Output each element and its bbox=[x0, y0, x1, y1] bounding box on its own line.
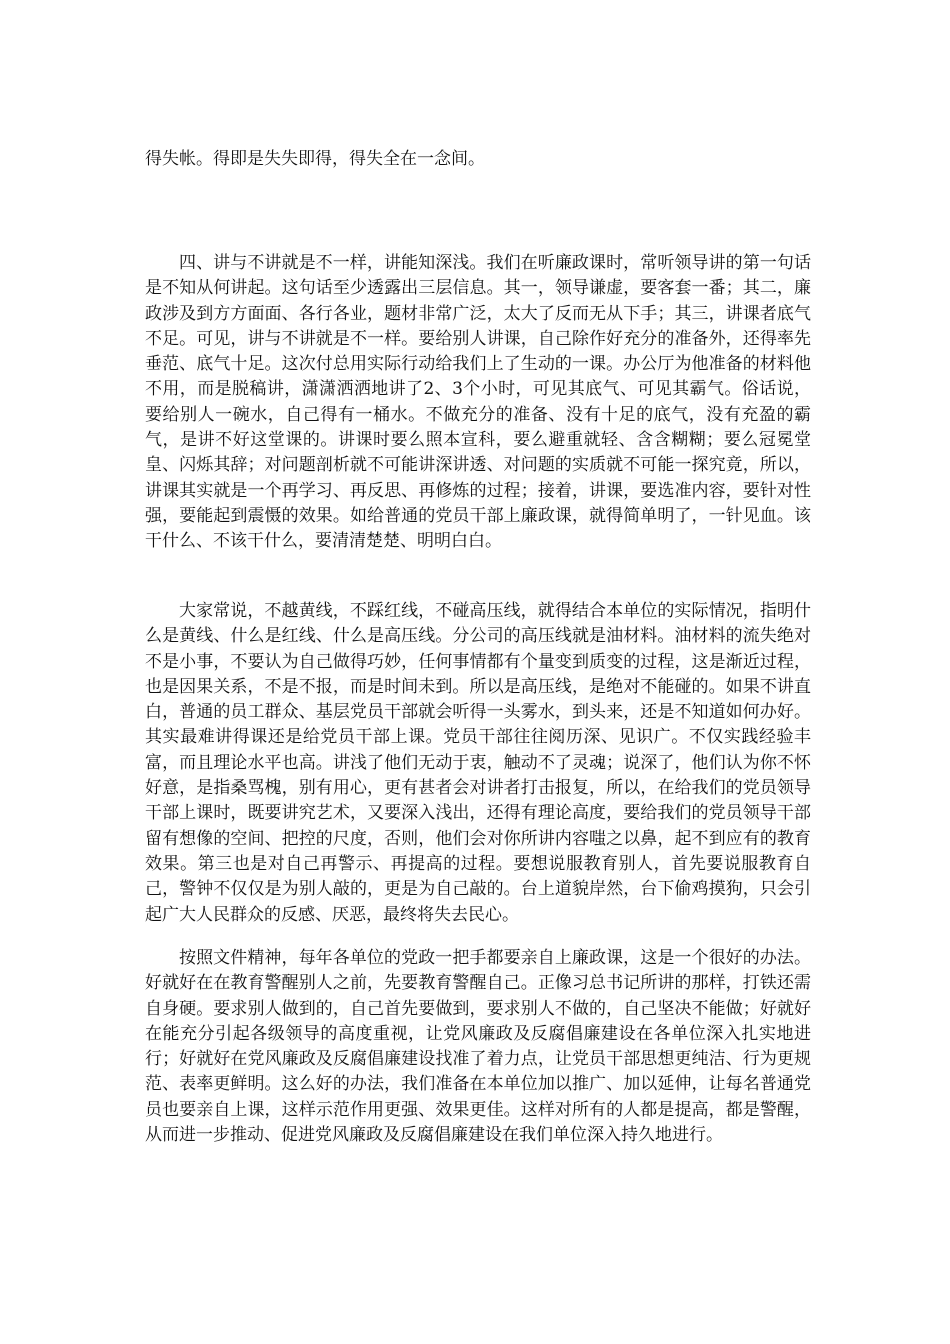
paragraph-section-four: 四、讲与不讲就是不一样，讲能知深浅。我们在听廉政课时，常听领导讲的第一句话是不知从何讲起。这句话至少透露出三层信息。其一，领导谦虚，要客套一番；其二，廉政涉及到方方面面、各行各业，题材非常广泛，太大了反而无从下手；其三，讲课者底气不足。可见，讲与不讲就是不一样。要给别人讲课，自己除作好充分的准备外，还得率先垂范、底气十足。这次付总用实际行动给我们上了生动的一课。办公厅为他准备的材料他不用，而是脱稿讲，潇潇洒洒地讲了2、3个小时，可见其底气、可见其霸气。俗话说，要给别人一碗水，自己得有一桶水。不做充分的准备、没有十足的底气，没有充盈的霸气，是讲不好这堂课的。讲课时要么照本宣科，要么避重就轻、含含糊糊；要么冠冕堂皇、闪烁其辞；对问题剖析就不可能讲深讲透、对问题的实质就不可能一探究竟，所以，讲课其实就是一个再学习、再反思、再修炼的过程；接着，讲课，要选准内容，要针对性强，要能起到震慑的效果。如给普通的党员干部上廉政课，就得简单明了，一针见血。该干什么、不该干什么，要清清楚楚、明明白白。 bbox=[145, 253, 811, 552]
paragraph-red-lines: 大家常说，不越黄线，不踩红线，不碰高压线，就得结合本单位的实际情况，指明什么是黄线、什么是红线、什么是高压线。分公司的高压线就是油材料。油材料的流失绝对不是小事，不要认为自己做得巧妙，任何事情都有个量变到质变的过程，这是渐近过程，也是因果关系，不是不报，而是时间未到。所以是高压线，是绝对不能碰的。如果不讲直白，普通的员工群众、基层党员干部就会听得一头雾水，到头来，还是不知道如何办好。其实最难讲得课还是给党员干部上课。党员干部往往阅历深、见识广。不仅实践经验丰富，而且理论水平也高。讲浅了他们无动于衷，触动不了灵魂；说深了，他们认为你不怀好意，是指桑骂槐，别有用心，更有甚者会对讲者打击报复，所以，在给我们的党员领导干部上课时，既要讲究艺术，又要深入浅出，还得有理论高度，要给我们的党员领导干部留有想像的空间、把控的尺度，否则，他们会对你所讲内容嗤之以鼻，起不到应有的教育效果。第三也是对自己再警示、再提高的过程。要想说服教育别人，首先要说服教育自己，警钟不仅仅是为别人敲的，更是为自己敲的。台上道貌岸然，台下偷鸡摸狗，只会引起广大人民群众的反感、厌恶，最终将失去民心。 bbox=[145, 601, 811, 925]
paragraph-continuation: 得失帐。得即是失失即得，得失全在一念间。 bbox=[145, 149, 485, 169]
paragraph-document-spirit: 按照文件精神，每年各单位的党政一把手都要亲自上廉政课，这是一个很好的办法。好就好在在教育警醒别人之前，先要教育警醒自己。正像习总书记所讲的那样，打铁还需自身硬。要求别人做到的，自己首先要做到，要求别人不做的，自己坚决不能做；好就好在能充分引起各级领导的高度重视，让党风廉政及反腐倡廉建设在各单位深入扎实地进行；好就好在党风廉政及反腐倡廉建设找准了着力点，让党员干部思想更纯洁、行为更规范、表率更鲜明。这么好的办法，我们准备在本单位加以推广、加以延伸，让每名普通党员也要亲自上课，这样示范作用更强、效果更佳。这样对所有的人都是提高，都是警醒，从而进一步推动、促进党风廉政及反腐倡廉建设在我们单位深入持久地进行。 bbox=[145, 948, 811, 1146]
